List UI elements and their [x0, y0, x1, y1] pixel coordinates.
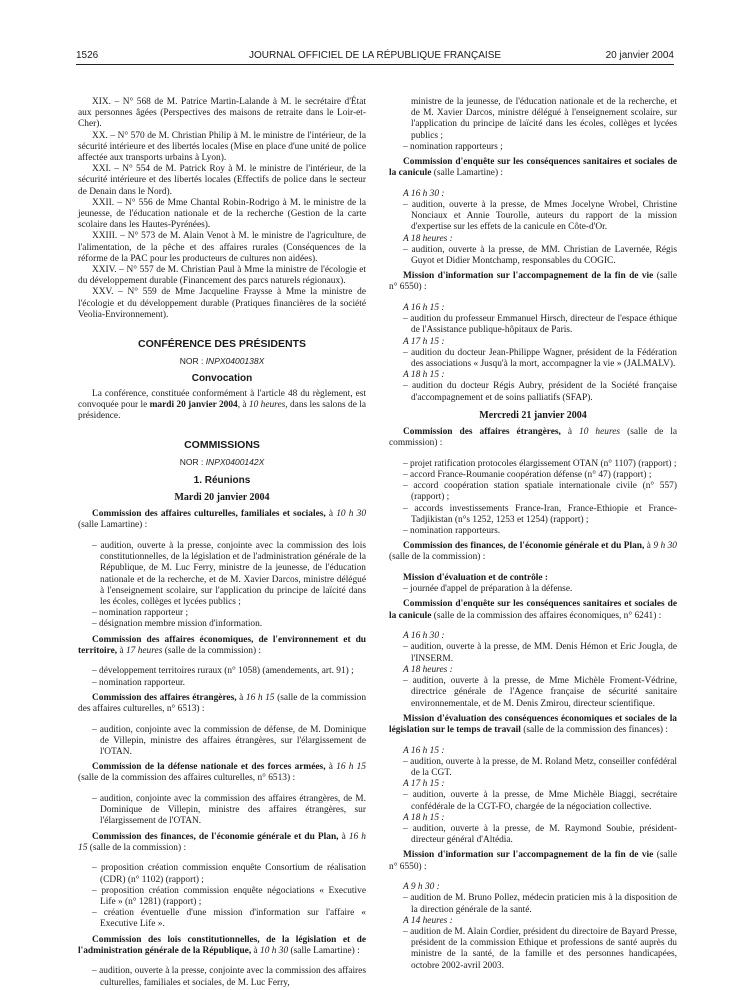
question-item: XXI. – N° 554 de M. Patrick Roy à M. le ministre de l'intérieur, de la sécurité intérieure et des libertés locales (Effectifs de police dans le secteur de Denain dans le Nord).: [78, 164, 366, 197]
agenda-item: – audition du docteur Régis Aubry, président de la Société française d'accompagnement et de soins palliatifs (SFAP).: [403, 381, 677, 403]
agenda-item: – nomination rapporteurs.: [403, 526, 501, 537]
sub-heading: Mission d'évaluation et de contrôle :: [403, 573, 549, 584]
time-slot: A 18 heures :: [403, 664, 453, 675]
question-item: XXIV. – N° 557 de M. Christian Paul à Mme la ministre de l'écologie et du développement durable (Financement des parcs naturels régionaux).: [78, 265, 366, 287]
commission-heading: Commission des lois constitutionnelles, de la législation et de l'administration générale de la République, à 10 h 30 (salle Lamartine) :: [78, 934, 366, 956]
time-slot: A 16 h 15 :: [403, 303, 445, 314]
agenda-item: – nomination rapporteur ;: [92, 608, 189, 619]
header-rule: [76, 64, 674, 65]
agenda-item: – audition, ouverte à la presse, de M. Roland Metz, conseiller confédéral de la CGT.: [403, 756, 677, 778]
agenda-item: – nomination rapporteur.: [92, 677, 185, 688]
commission-heading: Commission des affaires culturelles, familiales et sociales, à 10 h 30 (salle Lamartine) :: [78, 509, 367, 531]
agenda-item: – audition, ouverte à la presse, de M. Raymond Soubie, président-directeur général d'Altédia.: [403, 823, 677, 846]
agenda-item: – journée d'appel de préparation à la défense.: [403, 584, 573, 595]
time-slot: A 18 h 15 :: [403, 370, 445, 381]
convocation-text: La conférence, constituée conformément à l'article 48 du règlement, est convoquée pour le mardi 20 janvier 2004, à 10 heures, dans les salons de la présidence.: [78, 388, 366, 422]
time-slot: A 16 h 30 :: [403, 188, 445, 199]
agenda-item: – audition, conjointe avec la commission des affaires étrangères, de M. Dominique de Villepin, ministre des affaires étrangères, sur l'élargissement de l'OTAN.: [92, 793, 366, 827]
agenda-item: – audition de M. Bruno Pollez, médecin praticien mis à la disposition de la direction générale de la santé.: [403, 893, 677, 915]
time-slot: A 16 h 15 :: [403, 745, 445, 756]
agenda-item: – audition, ouverte à la presse, conjointe avec la commission des affaires culturelles, familiales et sociales, de M. Luc Ferry,: [92, 966, 366, 988]
agenda-item: – projet ratification protocoles élargissement OTAN (n° 1107) (rapport) ;: [403, 458, 677, 469]
issue-date: 20 janvier 2004: [605, 50, 674, 61]
agenda-item: – développement territoires ruraux (n° 1058) (amendements, art. 91) ;: [92, 666, 354, 677]
commission-heading: Mission d'information sur l'accompagnement de la fin de vie (salle n° 6550) :: [389, 850, 678, 872]
commission-heading: Commission de la défense nationale et des forces armées, à 16 h 15 (salle de la commission des affaires culturelles, n° 6513) :: [78, 762, 366, 784]
journal-title: JOURNAL OFFICIEL DE LA RÉPUBLIQUE FRANÇAISE: [248, 50, 502, 61]
commission-heading: Mission d'évaluation des conséquences économiques et sociales de la législation sur le temps de travail (salle de la commission des finances) :: [389, 713, 677, 735]
agenda-item: – accord France-Roumanie coopération défense (n° 47) (rapport) ;: [403, 470, 652, 481]
agenda-item: – désignation membre mission d'information.: [92, 619, 263, 630]
agenda-item: – audition, ouverte à la presse, de Mme Michèle Froment-Védrine, directrice générale de l'Agence française de sécurité sanitaire environnementale, et de M. Denis Zmirou, directeur scientifique.: [403, 676, 677, 709]
agenda-item: – accords investissements France-Iran, France-Ethiopie et France-Tadjikistan (n°s 1252, 1253 et 1254) (rapport) ;: [403, 503, 677, 525]
agenda-item: – nomination rapporteurs ;: [403, 141, 503, 152]
day-heading: Mardi 20 janvier 2004: [174, 491, 270, 503]
convocation-title: Convocation: [191, 373, 253, 385]
question-item: XXIII. – N° 573 de M. Alain Venot à M. le ministre de l'agriculture, de l'alimentation, de la pêche et des affaires rurales (Conséquences de la réforme de la PAC pour les producteurs de cultures non aidées).: [78, 231, 366, 264]
conference-title: CONFÉRENCE DES PRÉSIDENTS: [137, 338, 307, 351]
time-slot: A 17 h 15 :: [403, 336, 445, 347]
page-number: 1526: [76, 50, 99, 61]
agenda-item: – audition du docteur Jean-Philippe Wagner, président de la Fédération des associations « Jusqu'à la mort, accompagner la vie » (JALMALV).: [403, 347, 677, 370]
time-slot: A 9 h 30 :: [403, 882, 440, 893]
agenda-item: – audition, ouverte à la presse, de Mmes Jocelyne Wrobel, Christine Nonciaux et Annie Tourolle, auteurs du rapport de la mission d'expertise sur les effets de la canicule en Côte-d'Or.: [403, 200, 677, 233]
commission-heading: Commission d'enquête sur les conséquences sanitaires et sociales de la canicule (salle Lamartine) :: [389, 157, 677, 179]
question-item: XXV. – N° 559 de Mme Jacqueline Fraysse à Mme la ministre de l'écologie et du développement durable (Pratiques financières de la société Veolia-Environnement).: [78, 287, 366, 320]
agenda-item: – audition, ouverte à la presse, de MM. Christian de Lavernée, Régis Guyot et Didier Montchamp, responsables du COGIC.: [403, 244, 677, 267]
commissions-title: COMMISSIONS: [184, 439, 260, 452]
question-item: XX. – N° 570 de M. Christian Philip à M. le ministre de l'intérieur, de la sécurité intérieure et des libertés locales (Mise en place d'une unité de police affectée aux transports urbains à Lyon).: [78, 130, 366, 164]
agenda-item: – accord coopération station spatiale internationale civile (n° 557) (rapport) ;: [403, 481, 677, 503]
commission-heading: Commission des finances, de l'économie générale et du Plan, à 16 h 15 (salle de la commission) :: [78, 831, 366, 853]
commission-heading: Commission d'enquête sur les conséquences sanitaires et sociales de la canicule (salle de la commission des affaires économiques, n° 6241) :: [389, 599, 677, 621]
agenda-item: – proposition création commission enquête Consortium de réalisation (CDR) (n° 1102) (rapport) ;: [92, 863, 366, 885]
commission-heading: Commission des affaires étrangères, à 16 h 15 (salle de la commission des affaires culturelles, n° 6513) :: [78, 692, 367, 714]
agenda-item: – audition du professeur Emmanuel Hirsch, directeur de l'espace éthique de l'Assistance publique-hôpitaux de Paris.: [403, 314, 677, 336]
agenda-item: – audition, conjointe avec la commission de défense, de M. Dominique de Villepin, ministre des affaires étrangères, sur l'élargissement de l'OTAN.: [92, 724, 366, 757]
question-item: XIX. – N° 568 de M. Patrice Martin-Lalande à M. le secrétaire d'État aux personnes âgées (Perspectives des maisons de retraite dans le Loir-et-Cher).: [78, 97, 366, 130]
time-slot: A 16 h 30 :: [403, 631, 445, 642]
conference-nor: NOR : INPX0400138X: [179, 356, 265, 367]
left-column: [78, 97, 366, 989]
time-slot: A 18 heures :: [403, 233, 453, 244]
agenda-item: – proposition création commission enquête négociations « Executive Life » (n° 1281) (rapport) ;: [92, 885, 366, 907]
agenda-item: – audition, ouverte à la presse, de Mme Michèle Biaggi, secrétaire confédérale de la CGT-FO, chargée de la négociation collective.: [403, 790, 677, 812]
question-item: XXII. – N° 556 de Mme Chantal Robin-Rodrigo à M. le ministre de la jeunesse, de l'éducation nationale et de la recherche (Gestion de la carte scolaire dans les Hautes-Pyrénées).: [78, 197, 366, 231]
time-slot: A 17 h 15 :: [403, 779, 445, 790]
agenda-item: – création éventuelle d'une mission d'information sur l'affaire « Executive Life ».: [92, 908, 366, 930]
reunions-title: 1. Réunions: [193, 474, 251, 486]
commission-heading: Commission des affaires étrangères, à 10 heures (salle de la commission) :: [389, 427, 677, 449]
commission-heading: Mission d'information sur l'accompagnement de la fin de vie (salle n° 6550) :: [389, 271, 678, 293]
right-column: [389, 97, 677, 972]
time-slot: A 18 h 15 :: [403, 812, 445, 823]
commissions-nor: NOR : INPX0400142X: [179, 457, 265, 468]
day-heading: Mercredi 21 janvier 2004: [479, 409, 587, 421]
commission-heading: Commission des affaires économiques, de l'environnement et du territoire, à 17 heures (salle de la commission) :: [78, 634, 366, 656]
page-header: [76, 49, 674, 63]
commission-heading: Commission des finances, de l'économie générale et du Plan, à 9 h 30 (salle de la commission) :: [389, 541, 677, 563]
agenda-item: – audition, ouverte à la presse, de MM. Denis Hémon et Eric Jougla, de l'INSERM.: [403, 642, 677, 664]
agenda-item: ministre de la jeunesse, de l'éducation nationale et de la recherche, et de M. Xavier Darcos, ministre délégué à l'enseignement scolaire, sur l'application du principe de laïcité dans les écoles, collèges et lycées publics ;: [411, 97, 677, 141]
agenda-item: – audition, ouverte à la presse, conjointe avec la commission des lois constitutionnelles, de la législation et de l'administration générale de la République, de M. Luc Ferry, ministre de la jeunesse, de l'éducation nationale et de la recherche, et de M. Xavier Darcos, ministre délégué à l'enseignement scolaire, sur l'application du principe de laïcité dans les écoles, collèges et lycées publics ;: [92, 540, 366, 607]
agenda-item: – audition de M. Alain Cordier, président du directoire de Bayard Presse, président de la commission Ethique et professions de santé auprès du ministre de la santé, de la famille et des personnes handicapées, octobre 2002-avril 2003.: [403, 926, 677, 971]
time-slot: A 14 heures :: [403, 915, 453, 926]
